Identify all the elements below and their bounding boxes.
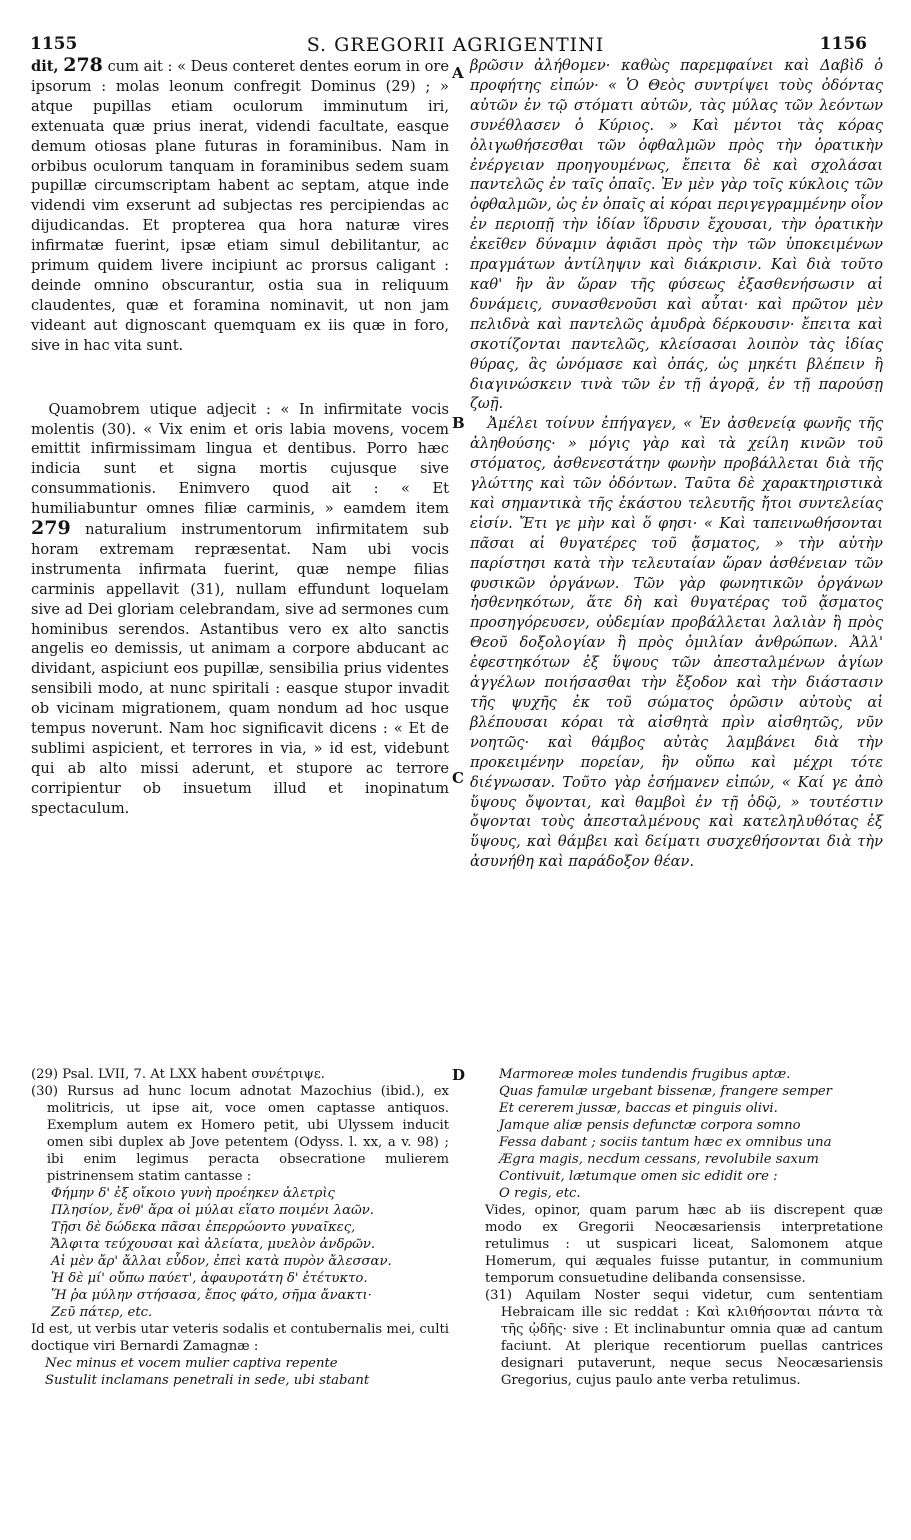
translation-verse-line: Jamque aliæ pensis defunctæ corpora somno [499,1118,801,1133]
homer-verse-line: Ἄλφιτα τεύχουσαι καὶ ἀλείατα, μυελὸν ἀνδρῶν. [51,1237,376,1252]
footnote-30-conclusion: Vides, opinor, quam parum hæc ab iis discrepent quæ modo ex Gregorii Neocæsariensis interpretatione retulimus : ut suspicari liceat, Salomonem atque Homerum, qui æquales fuisse putantur, in communium temporum consuetudine delibanda consensisse. [485,1203,883,1286]
translation-verse-line: Et cererem jussæ, baccas et pinguis olivi. [499,1101,778,1116]
migne-column-number: 279 [31,517,71,540]
greek-paragraph-1: βρῶσιν ἀλήθομεν· καθὼς παρεμφαίνει καὶ Δαβὶδ ὁ προφήτης εἰπών· « Ὁ Θεὸς συντρίψει τοὺς ὀδόντας αὐτῶν ἐν τῷ στόματι αὐτῶν, τὰς μύλας τῶν λεόντων συνέθλασεν ὁ Κύριος. » Καὶ μέντοι τὰς κόρας ὀλιγωθήσεσθαι τῶν ὀφθαλμῶν πρὸς τὴν ὁρατικὴν ἐνέργειαν προηγουμένως, ἔπειτα δὲ καὶ σχολάσαι παντελῶς ἐν ταῖς ὀπαῖς. Ἐν μὲν γὰρ τοῖς κύκλοις τῶν ὀφθαλμῶν, ὡς ἐν ὀπαῖς αἱ κόραι περιγεγραμμένην οἷον ἐν περιοπῇ τὴν ἰδίαν ἵδρυσιν ἔχουσαι, τὴν ὁρατικὴν ἐκεῖθεν δύναμιν ἀφιᾶσι πρὸς τὴν τῶν ὑποκειμένων πραγμάτων ἀντίληψιν καὶ διάκρισιν. Καὶ διὰ τοῦτο καθ' ἣν ἂν ὥραν τῆς φύσεως ἐξασθενήσωσιν αἱ δυνάμεις, συνασθενοῦσι καὶ αὗται· καὶ πρῶτον μὲν πελιδνὰ καὶ παντελῶς ἀμυδρὰ δέρκουσιν· ἔπειτα καὶ σκοτίζονται παντελῶς, κλείσασαι λοιπὸν τὰς ἰδίας θύρας, ἃς ὠνόμασε καὶ ὀπάς, ὡς μηκέτι βλέπειν ἢ διαγινώσκειν τινὰ τῶν ἐν τῇ ἀγορᾷ, ἐν τῇ παρούσῃ ζωῇ. [470,57,883,413]
footnote-29: (29) Psal. LVII, 7. At LXX habent συνέτριψε. [31,1067,325,1082]
column-number-left: 1155 [30,34,78,54]
running-title: S. GREGORII AGRIGENTINI [306,34,605,56]
translation-verse-line: Ægra magis, necdum cessans, revolubile saxum [499,1152,819,1167]
footnotes-left [31,1066,449,1389]
greek-main-text [470,56,883,872]
homer-verse-line: Τῇσι δὲ δώδεκα πᾶσαι ἐπερρώοντο γυναῖκες, [51,1220,356,1235]
translation-verse-line: Marmoreæ moles tundendis frugibus aptæ. [499,1067,791,1082]
footnotes-right [485,1066,883,1389]
latin-p1-body: cum ait : « Deus conteret dentes eorum in ore ipsorum : molas leonum confregit Dominus (29) ; » atque pupillas etiam oculorum imminutum iri, extenuata quæ prius inerat, videndi facultate, easque demum otiosas plane futuras in foraminibus. Nam in orbibus oculorum tanquam in foraminibus sedem suam pupillæ circumscriptam habent ac septam, atque inde videndi vim exserunt ad subjectas res percipiendas ac dijudicandas. Et propterea qua hora naturæ vires infirmatæ fuerint, ipsæ etiam simul debilitantur, ac primum quidem livere incipiunt ac prorsus caligant : deinde omnino obscurantur, ostia sua in reliquum claudentes, quæ et foramina nominavit, ut non jam videant aut dignoscant quemquam ex iis quæ in foro, sive in hac vita sunt. [31,58,449,354]
section-marker-a: A [452,64,464,82]
migne-column-number: 278 [63,54,103,76]
greek-paragraph-2: Ἀμέλει τοίνυν ἐπήγαγεν, « Ἐν ἀσθενείᾳ φωνῆς τῆς ἀληθούσης· » μόγις γὰρ καὶ τὰ χείλη κινῶν τοῦ στόματος, ἀσθενεστάτην φωνὴν προβάλλεται διὰ τῆς γλώττης καὶ τῶν ὀδόντων. Ταῦτα δὲ χαρακτηριστικὰ καὶ σημαντικὰ τῆς ἑκάστου τελευτῆς ἤτοι συντελείας εἰσίν. Ἔτι γε μὴν καὶ ὅ φησι· « Καὶ ταπεινωθήσονται πᾶσαι αἱ θυγατέρες τοῦ ᾄσματος, » τὴν αὐτὴν παρίστησι κατὰ τὴν τελευταίαν ὥραν ἀσθένειαν τῶν φυσικῶν ὀργάνων. Τῶν γὰρ φωνητικῶν ὀργάνων ἠσθενηκότων, ἅτε δὴ καὶ θυγατέρας τοῦ ᾄσματος προσηγόρευσεν, οὐδεμίαν προβάλλεται λαλιὰν ἢ πρὸς Θεοῦ δοξολογίαν ἢ πρὸς ὁμιλίαν ἀνθρώπων. Ἀλλ' ἐφεστηκότων ἐξ ὕψους τῶν ἀπεσταλμένων ἁγίων ἀγγέλων ποιήσασθαι τὴν ἔξοδον καὶ τὴν διάστασιν τῆς ψυχῆς ἐκ τοῦ σώματος ὁρῶσιν αὐτοὺς αἱ βλέπουσαι κόραι τὰ αἰσθητὰ πρὶν αἰσθητῶς, νῦν νοητῶς· καὶ θάμβος αὐτὰς λαμβάνει διὰ τὴν προκειμένην πορείαν, ἣν οὔπω καὶ μέχρι τότε διέγνωσαν. Τοῦτο γὰρ ἐσήμανεν εἰπών, « Καί γε ἀπὸ ὕψους ὄψονται, καὶ θαμβοὶ ἐν τῇ ὁδῷ, » τουτέστιν ὄψονται τοὺς ἀπεσταλμένους καὶ κατεληλυθότας ἐξ ὕψους, καὶ θάμβει καὶ δείματι συσχεθήσονται διὰ τὴν ἀσυνήθη καὶ παράδοξον θέαν. [470,415,883,871]
latin-p1-lead: dit, [31,58,59,75]
translation-verse-line: Nec minus et vocem mulier captiva repente [45,1356,338,1371]
homer-verse-line: Ἥ ῥα μύλην στήσασα, ἔπος φάτο, σῆμα ἄνακτι· [51,1288,372,1303]
section-marker-d: D [452,1066,466,1084]
latin-paragraph-1 [31,56,449,356]
translation-verse-line: Quas famulæ urgebant bissenæ, frangere semper [499,1084,832,1099]
footnote-30-continuation: Id est, ut verbis utar veteris sodalis et contubernalis mei, culti doctique viri Bernardi Zamagnæ : [31,1322,449,1354]
translation-verse-line: Sustulit inclamans penetrali in sede, ubi stabant [45,1373,370,1388]
column-number-right: 1156 [819,34,867,54]
footnote-31: (31) Aquilam Noster sequi videtur, cum sententiam Hebraicam ille sic reddat : Καὶ κλιθήσονται πάντα τὰ τῆς ᾠδῆς· sive : Et inclinabuntur omnia quæ ad cantum faciunt. At plerique recentiorum puellas cantrices designari putaverunt, neque secus Neocæsariensis Gregorius, cujus paulo ante verba retulimus. [485,1288,883,1388]
homer-verse-line: Ζεῦ πάτερ, etc. [51,1305,153,1320]
footnote-30: (30) Rursus ad hunc locum adnotat Mazochius (ibid.), ex molitricis, ut ipse ait, voce omen captasse antiquos. Exemplum autem ex Homero petit, ubi Ulyssem inducit omen sibi duplex ab Jove petentem (Odyss. l. xx, a v. 98) ; ibi enim legimus peracta obsecratione mulierem pistrinensem statim cantasse : [31,1084,449,1184]
section-marker-b: B [452,414,465,432]
translation-verse-line: O regis, etc. [499,1186,581,1201]
homer-verse-line: Φήμην δ' ἐξ οἴκοιο γυνὴ προέηκεν ἀλετρὶς [51,1186,335,1201]
latin-main-text [31,56,449,819]
homer-verse-line: Αἱ μὲν ἄρ' ἄλλαι εὗδον, ἐπεὶ κατὰ πυρὸν ἄλεσσαν. [51,1254,392,1269]
translation-verse-line: Contivuit, lætumque omen sic edidit ore : [499,1169,778,1184]
homer-verse-line: Ἡ δὲ μί' οὔπω παύετ', ἀφαυροτάτη δ' ἐτέτυκτο. [51,1271,368,1286]
translation-verse-line: Fessa dabant ; sociis tantum hæc ex omnibus una [499,1135,832,1150]
section-marker-c: C [452,769,464,787]
homer-verse-line: Πλησίον, ἔνθ' ἄρα οἱ μύλαι εἵατο ποιμένι λαῶν. [51,1203,375,1218]
latin-paragraph-2 [31,400,449,819]
latin-p2-part-b: naturalium instrumentorum infirmitatem sub horam extremam repræsentat. Nam ubi vocis instrumenta infirmata fuerint, quæ nempe filias carminis appellavit (31), nullam effundunt loquelam sive ad Dei gloriam celebrandam, sive ad sermones cum hominibus serendos. Astantibus vero ex alto sanctis angelis eo demissis, ut animam a corpore abducant ac dividant, aspiciunt eos pupillæ, sensibilia prius videntes sensibili modo, at nunc spiritali : easque stupor invadit ob vicinam migrationem, quam nondum ad hoc usque tempus noverunt. Nam hoc significavit dicens : « Et de sublimi aspicient, et terrores in via, » id est, videbunt qui ab alto missi aderunt, et stupore ac terrore corripientur ob insuetum illud et inopinatum spectaculum. [31,521,450,817]
latin-p2-part-a: Quamobrem utique adjecit : « In infirmitate vocis molentis (30). « Vix enim et oris labia movens, vocem emittit infirmissimam lingua et dentibus. Porro hæc indicia sunt et signa mortis cujusque sive consummationis. Enimvero quod ait : « Et humiliabuntur omnes filiæ carminis, » eamdem item [31,400,449,518]
